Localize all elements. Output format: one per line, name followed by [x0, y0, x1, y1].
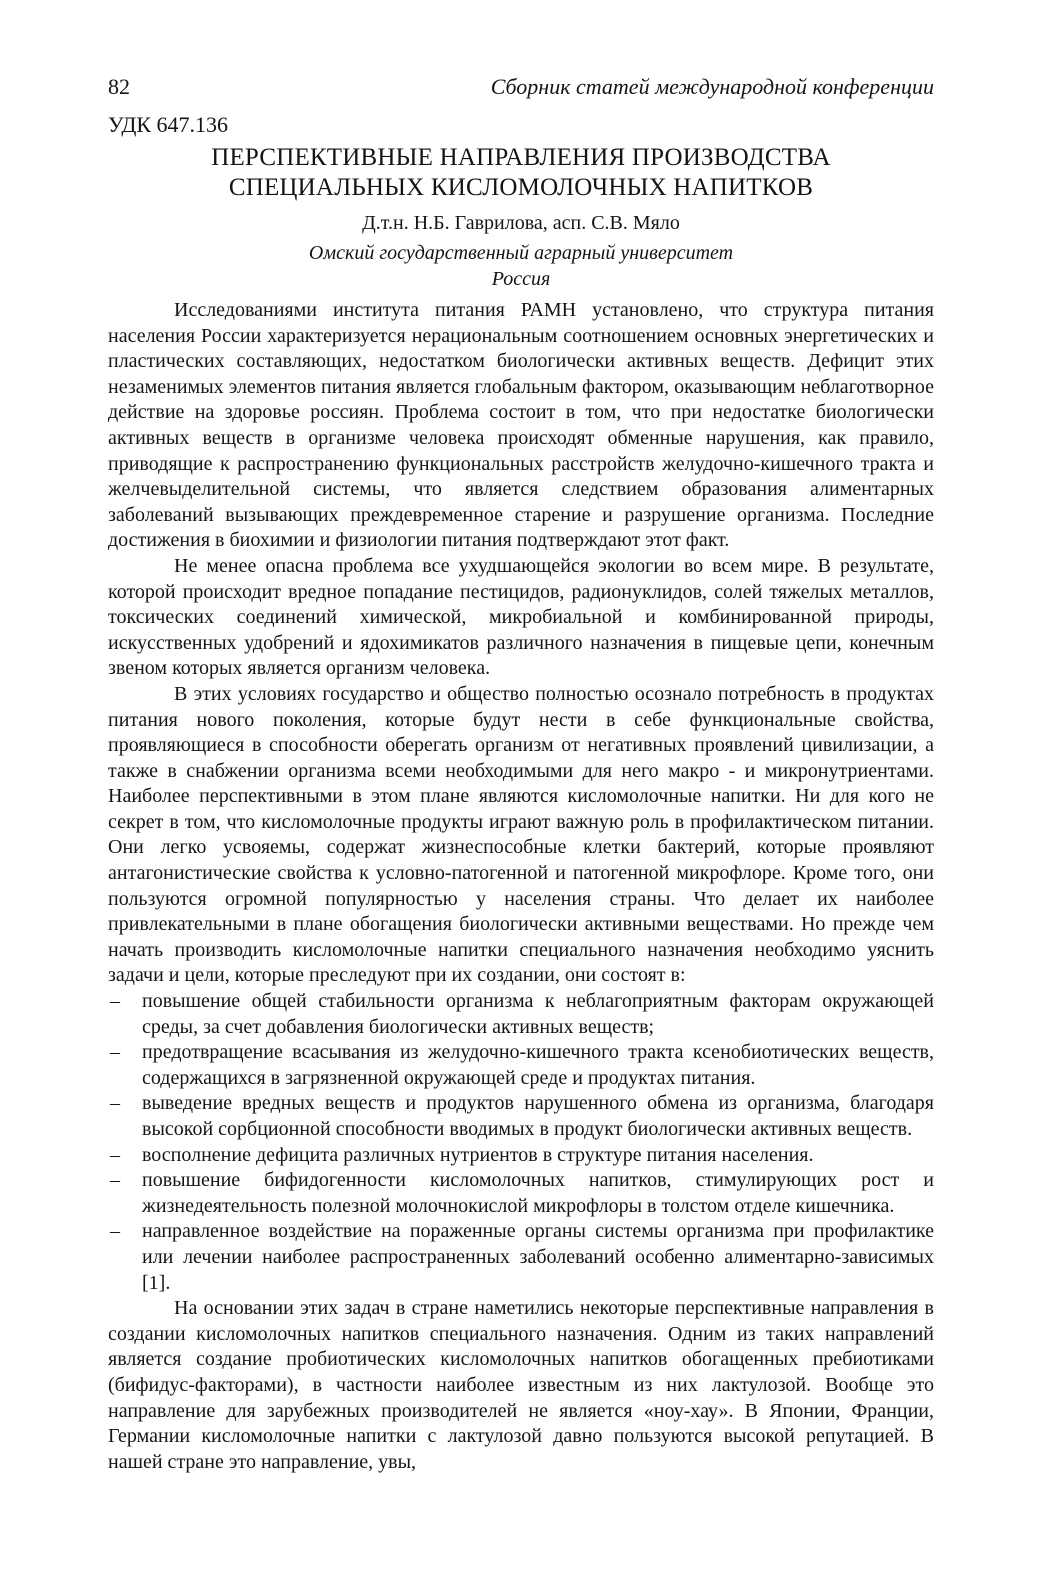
university: Омский государственный аграрный университет: [308, 242, 734, 264]
article-body: [108, 298, 934, 1475]
list-item-text: направленное воздействие на пораженные органы системы организма при профилактике или лечении наиболее распространенных заболеваний особенно алиментарно-зависимых [1].: [142, 1220, 934, 1294]
affiliation: [108, 240, 934, 292]
list-item: [108, 1219, 934, 1296]
authors: Д.т.н. Н.Б. Гаврилова, асп. С.В. Мяло: [362, 212, 680, 234]
running-header: [108, 72, 934, 104]
list-dash: –: [110, 1092, 120, 1115]
list-dash: –: [110, 1143, 120, 1166]
paragraph: На основании этих задач в стране наметились некоторые перспективные направления в создании кисломолочных напитков специального назначения. Одним из таких направлений является создание пробиотических кисломолочных напитков обогащенных пребиотиками (бифидус-факторами), в частности наиболее известным из них лактулозой. Вообще это направление для зарубежных производителей не является «ноу-хау». В Японии, Франции, Германии кисломолочные напитки с лактулозой давно пользуются высокой репутацией. В нашей стране это направление, увы,: [108, 1297, 934, 1473]
list-item-text: выведение вредных веществ и продуктов нарушенного обмена из организма, благодаря высокой сорбционной способности вводимых в продукт биологически активных веществ.: [142, 1092, 934, 1140]
list-dash: –: [110, 990, 120, 1013]
list-dash: –: [110, 1041, 120, 1064]
article-title-line: СПЕЦИАЛЬНЫХ КИСЛОМОЛОЧНЫХ НАПИТКОВ: [228, 174, 814, 201]
paragraph: Не менее опасна проблема все ухудшающейся экологии во всем мире. В результате, которой происходит вредное попадание пестицидов, радионуклидов, солей тяжелых металлов, токсических соединений химической, микробиальной и комбинированной природы, искусственных удобрений и ядохимикатов различного назначения в пищевые цепи, конечным звеном которых является организм человека.: [108, 554, 934, 680]
article-title: [108, 143, 934, 203]
list-item: [108, 1091, 934, 1142]
paragraph: В этих условиях государство и общество полностью осознало потребность в продуктах питания нового поколения, которые будут нести в себе функциональные свойства, проявляющиеся в способности оберегать организм от негативных проявлений цивилизации, а также в снабжении организма всеми необходимыми для него макро - и микронутриентами. Наиболее перспективными в этом плане являются кисломолочные напитки. Ни для кого не секрет в том, что кисломолочные продукты играют важную роль в профилактическом питании. Они легко усвояемы, содержат жизнеспособные клетки бактерий, которые проявляют антагонистические свойства к условно-патогенной и патогенной микрофлоре. Кроме того, они пользуются огромной популярностью у населения страны. Что делает их наиболее привлекательными в плане обогащения биологически активными веществами. Но прежде чем начать производить кисломолочные напитки специального назначения необходимо уяснить задачи и цели, которые преследуют при их создании, они состоят в:: [108, 682, 934, 987]
list-item-text: предотвращение всасывания из желудочно-кишечного тракта ксенобиотических веществ, содержащихся в загрязненной окружающей среде и продуктах питания.: [142, 1041, 934, 1089]
list-item-text: повышение общей стабильности организма к неблагоприятным факторам окружающей среды, за счет добавления биологически активных веществ;: [142, 990, 934, 1038]
list-item: [108, 1040, 934, 1091]
list-item: [108, 989, 934, 1040]
udc-code: УДК 647.136: [108, 112, 229, 137]
collection-title: Сборник статей международной конференции: [490, 74, 934, 99]
list-dash: –: [110, 1169, 120, 1192]
country: Россия: [491, 268, 551, 290]
page-number: 82: [108, 74, 130, 99]
list-item: [108, 1168, 934, 1219]
list-dash: –: [110, 1220, 120, 1243]
paragraph: Исследованиями института питания РАМН установлено, что структура питания населения России характеризуется нерациональным соотношением основных энергетических и пластических составляющих, недостатком биологически активных веществ. Дефицит этих незаменимых элементов питания является глобальным фактором, оказывающим неблаготворное действие на здоровье россиян. Проблема состоит в том, что при недостатке биологически активных веществ в организме человека происходят обменные нарушения, как правило, приводящие к распространению функциональных расстройств желудочно-кишечного тракта и желчевыделительной системы, что является следствием образования алиментарных заболеваний вызывающих преждевременное старение и разрушение организма. Последние достижения в биохимии и физиологии питания подтверждают этот факт.: [108, 299, 934, 552]
list-item-text: восполнение дефицита различных нутриентов в структуре питания населения.: [142, 1143, 814, 1166]
list-item: [108, 1143, 934, 1169]
article-title-line: ПЕРСПЕКТИВНЫЕ НАПРАВЛЕНИЯ ПРОИЗВОДСТВА: [211, 144, 831, 171]
list-item-text: повышение бифидогенности кисломолочных напитков, стимулирующих рост и жизнедеятельность полезной молочнокислой микрофлоры в толстом отделе кишечника.: [142, 1169, 934, 1217]
goals-list: [108, 989, 934, 1296]
